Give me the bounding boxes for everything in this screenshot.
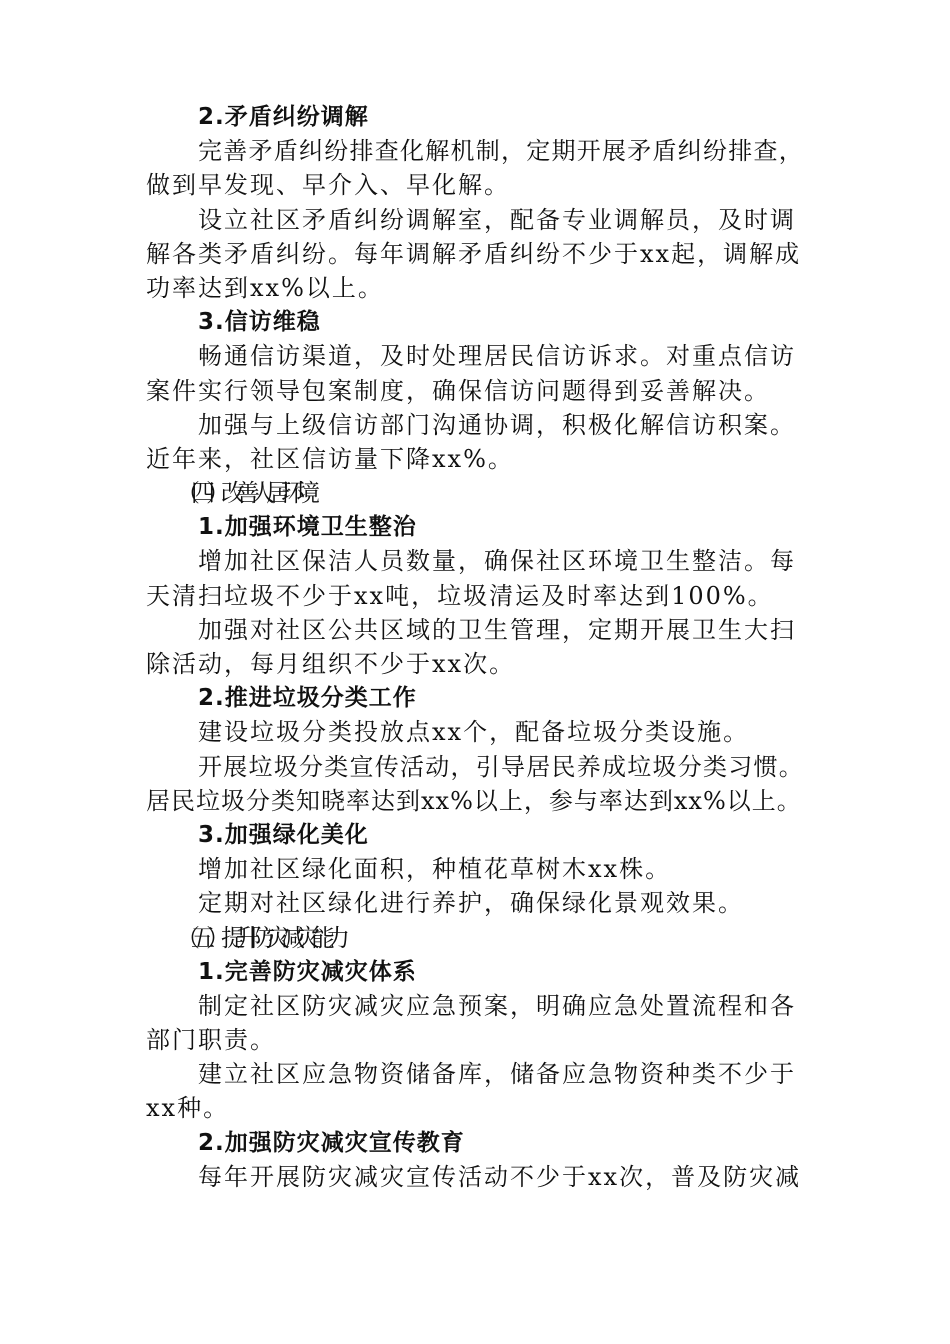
- paragraph-line: 开展垃圾分类宣传活动，引导居民养成垃圾分类习惯。: [198, 752, 804, 781]
- chapter-heading: （四）改善人居环境: [176, 479, 311, 508]
- paragraph-line: 增加社区保洁人员数量，确保社区环境卫生整洁。每: [198, 547, 796, 576]
- section-heading: 1.加强环境卫生整治: [198, 514, 417, 541]
- section-heading: 3.信访维稳: [198, 309, 321, 336]
- paragraph-line: 除活动，每月组织不少于xx次。: [146, 650, 516, 678]
- section-heading: 3.加强绿化美化: [198, 821, 369, 848]
- paragraph-line: 完善矛盾纠纷排查化解机制，定期开展矛盾纠纷排查，: [198, 137, 804, 166]
- paragraph-line: 部门职责。: [146, 1026, 276, 1055]
- chapter-heading: （五）提升防灾减灾能力: [176, 923, 341, 952]
- paragraph-line: xx种。: [146, 1094, 230, 1123]
- paragraph-line: 加强对社区公共区域的卫生管理，定期开展卫生大扫: [198, 615, 796, 644]
- paragraph-line: 功率达到xx%以上。: [146, 273, 384, 302]
- paragraph-line: 建立社区应急物资储备库，储备应急物资种类不少于: [198, 1060, 796, 1089]
- paragraph-line: 增加社区绿化面积，种植花草树木xx株。: [198, 855, 672, 884]
- paragraph-line: 制定社区防灾减灾应急预案，明确应急处置流程和各: [198, 991, 796, 1020]
- paragraph-line: 居民垃圾分类知晓率达到xx%以上，参与率达到xx%以上。: [146, 786, 802, 815]
- paragraph-line: 案件实行领导包案制度，确保信访问题得到妥善解决。: [146, 376, 770, 405]
- paragraph-line: 畅通信访渠道，及时处理居民信访诉求。对重点信访: [198, 342, 796, 371]
- paragraph-line: 近年来，社区信访量下降xx%。: [146, 444, 514, 473]
- section-heading: 2.推进垃圾分类工作: [198, 685, 417, 712]
- paragraph-line: 加强与上级信访部门沟通协调，积极化解信访积案。: [198, 410, 796, 439]
- section-heading: 1.完善防灾减灾体系: [198, 958, 417, 985]
- section-heading: 2.加强防灾减灾宣传教育: [198, 1129, 465, 1156]
- paragraph-line: 定期对社区绿化进行养护，确保绿化景观效果。: [198, 889, 744, 918]
- paragraph-line: 设立社区矛盾纠纷调解室，配备专业调解员，及时调: [198, 205, 796, 234]
- paragraph-line: 天清扫垃圾不少于xx吨，垃圾清运及时率达到100%。: [146, 581, 774, 610]
- paragraph-line: 建设垃圾分类投放点xx个，配备垃圾分类设施。: [198, 718, 750, 747]
- document-page: [146, 100, 808, 1194]
- paragraph-line: 做到早发现、早介入、早化解。: [146, 171, 510, 200]
- paragraph-line: 每年开展防灾减灾宣传活动不少于xx次，普及防灾减: [198, 1162, 802, 1191]
- section-heading: 2.矛盾纠纷调解: [198, 104, 369, 130]
- paragraph-line: 解各类矛盾纠纷。每年调解矛盾纠纷不少于xx起，调解成: [146, 239, 802, 268]
